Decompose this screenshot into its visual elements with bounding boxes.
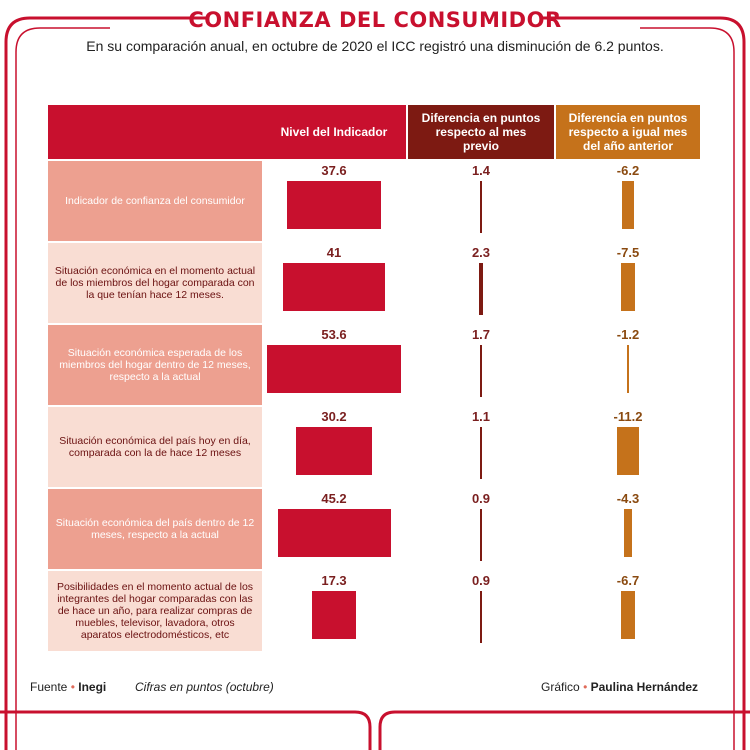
bar-prev bbox=[480, 427, 483, 479]
value-prev: 1.1 bbox=[471, 409, 491, 424]
bar-annual bbox=[627, 345, 630, 393]
value-annual: -7.5 bbox=[616, 245, 640, 260]
page-title: CONFIANZA DEL CONSUMIDOR bbox=[188, 8, 562, 32]
value-annual: -6.2 bbox=[616, 163, 640, 178]
indicator-table bbox=[48, 105, 700, 641]
bar-prev bbox=[480, 509, 483, 561]
header-corner bbox=[48, 105, 262, 159]
bar-annual bbox=[617, 427, 639, 475]
row-label: Posibilidades en el momento actual de los integrantes del hogar comparadas con las de hace un año, para realizar compras de muebles, televisor, lavadora, otros aparatos electrodomésticos, etc bbox=[48, 571, 262, 651]
bar-prev bbox=[479, 263, 483, 315]
bar-annual bbox=[621, 591, 634, 639]
value-annual: -6.7 bbox=[616, 573, 640, 588]
value-annual: -11.2 bbox=[613, 409, 643, 424]
row-label: Situación económica esperada de los miembros del hogar dentro de 12 meses, respecto a la actual bbox=[48, 325, 262, 405]
footer-credit bbox=[541, 680, 698, 694]
footer-source bbox=[30, 680, 106, 694]
value-level: 45.2 bbox=[321, 491, 347, 506]
value-level: 53.6 bbox=[321, 327, 347, 342]
row-label: Situación económica en el momento actual de los miembros del hogar comparada con la que tenían hace 12 meses. bbox=[48, 243, 262, 323]
row-label: Indicador de confianza del consumidor bbox=[48, 161, 262, 241]
row-label: Situación económica del país dentro de 12 meses, respecto a la actual bbox=[48, 489, 262, 569]
bar-level bbox=[287, 181, 381, 229]
column-header-annual: Diferencia en puntos respecto a igual mes del año anterior bbox=[556, 105, 700, 159]
row-label: Situación económica del país hoy en día, comparada con la de hace 12 meses bbox=[48, 407, 262, 487]
credit-value: Paulina Hernández bbox=[590, 680, 698, 694]
bar-prev bbox=[480, 181, 483, 233]
bar-annual bbox=[624, 509, 632, 557]
separator-dot: • bbox=[583, 680, 588, 694]
value-level: 37.6 bbox=[321, 163, 347, 178]
bar-annual bbox=[622, 181, 634, 229]
bar-prev bbox=[480, 345, 483, 397]
value-prev: 1.4 bbox=[471, 163, 491, 178]
credit-label: Gráfico bbox=[541, 680, 580, 694]
value-prev: 0.9 bbox=[471, 573, 491, 588]
value-annual: -1.2 bbox=[616, 327, 640, 342]
page-subtitle: En su comparación anual, en octubre de 2020 el ICC registró una disminución de 6.2 puntos. bbox=[86, 38, 664, 54]
value-level: 30.2 bbox=[321, 409, 347, 424]
bar-level bbox=[283, 263, 386, 311]
value-prev: 1.7 bbox=[471, 327, 491, 342]
source-label: Fuente bbox=[30, 680, 68, 694]
value-prev: 0.9 bbox=[471, 491, 491, 506]
source-value: Inegi bbox=[78, 680, 107, 694]
column-header-prev: Diferencia en puntos respecto al mes previo bbox=[408, 105, 554, 159]
bar-prev bbox=[480, 591, 483, 643]
bar-level bbox=[267, 345, 401, 393]
column-header-level: Nivel del Indicador bbox=[262, 105, 406, 159]
bar-level bbox=[296, 427, 372, 475]
bar-level bbox=[312, 591, 355, 639]
bar-annual bbox=[621, 263, 636, 311]
value-annual: -4.3 bbox=[616, 491, 640, 506]
value-level: 17.3 bbox=[321, 573, 347, 588]
separator-dot: • bbox=[70, 680, 75, 694]
value-prev: 2.3 bbox=[471, 245, 491, 260]
value-level: 41 bbox=[326, 245, 342, 260]
bar-level bbox=[278, 509, 391, 557]
footer-note: Cifras en puntos (octubre) bbox=[135, 680, 274, 694]
